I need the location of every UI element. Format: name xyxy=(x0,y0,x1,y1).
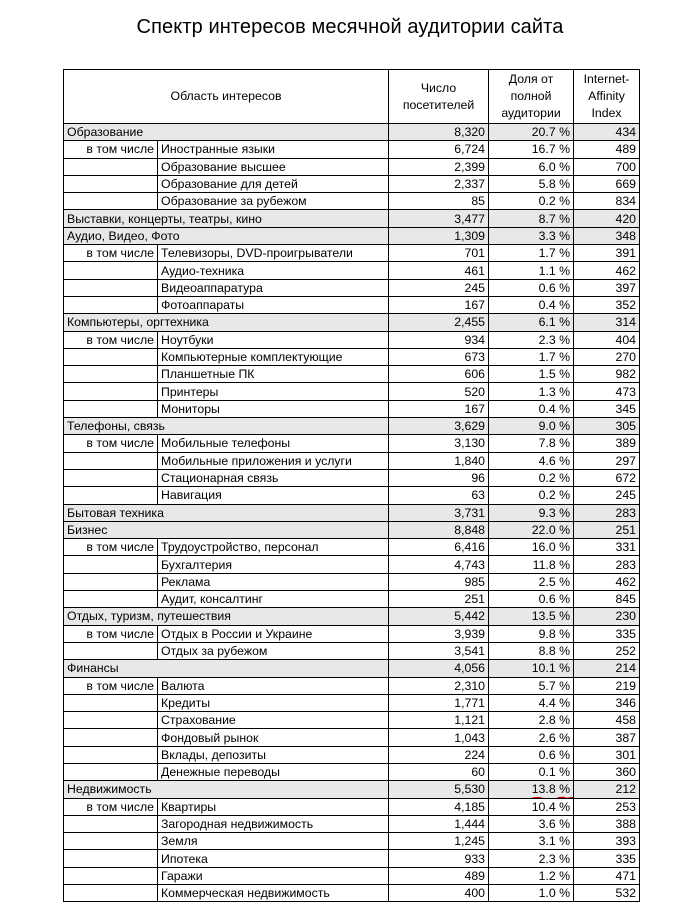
category-share-value xyxy=(532,522,570,538)
subcategory-share: 1.7 % xyxy=(489,245,574,262)
subcategory-count: 1,121 xyxy=(389,712,489,729)
subcategory-index: 335 xyxy=(574,625,640,642)
subcategory-row xyxy=(64,833,640,850)
subcategory-index: 393 xyxy=(574,833,640,850)
subcategory-count: 3,939 xyxy=(389,625,489,642)
including-label: в том числе xyxy=(64,539,158,556)
subcategory-row xyxy=(64,591,640,608)
subcategory-name: Земля xyxy=(158,833,389,850)
subcategory-share: 8.8 % xyxy=(489,642,574,659)
subcategory-share: 0.6 % xyxy=(489,746,574,763)
category-share xyxy=(489,124,574,141)
subcategory-index: 345 xyxy=(574,400,640,417)
subcategory-index: 462 xyxy=(574,573,640,590)
subcategory-share: 7.8 % xyxy=(489,435,574,452)
subcategory-share: 3.6 % xyxy=(489,815,574,832)
subcategory-share: 2.8 % xyxy=(489,712,574,729)
subcategory-index: 397 xyxy=(574,279,640,296)
category-share-text: 6.1 % xyxy=(539,315,570,329)
subcategory-name: Гаражи xyxy=(158,867,389,884)
subcategory-count: 96 xyxy=(389,469,489,486)
header-share-line: аудитории xyxy=(501,106,560,120)
subcategory-name: Видеоаппаратура xyxy=(158,279,389,296)
subcategory-count: 1,840 xyxy=(389,452,489,469)
category-share-text: 10.1 % xyxy=(532,661,570,675)
category-share-text: 20.7 % xyxy=(532,125,570,139)
category-name: Бизнес xyxy=(64,521,389,538)
including-label xyxy=(64,712,158,729)
category-share-text: 22.0 % xyxy=(532,523,570,537)
category-share-text: 13.5 % xyxy=(532,609,570,623)
subcategory-name: Фотоаппараты xyxy=(158,296,389,313)
subcategory-name: Кредиты xyxy=(158,694,389,711)
subcategory-row xyxy=(64,815,640,832)
subcategory-row xyxy=(64,712,640,729)
subcategory-share: 10.4 % xyxy=(489,798,574,815)
subcategory-index: 331 xyxy=(574,539,640,556)
category-share-value xyxy=(532,124,570,140)
subcategory-count: 461 xyxy=(389,262,489,279)
subcategory-row xyxy=(64,694,640,711)
subcategory-share: 0.6 % xyxy=(489,591,574,608)
page-title: Спектр интересов месячной аудитории сайта xyxy=(0,16,700,39)
subcategory-index: 669 xyxy=(574,175,640,192)
subcategory-row xyxy=(64,850,640,867)
subcategory-count: 251 xyxy=(389,591,489,608)
subcategory-name: Ноутбуки xyxy=(158,331,389,348)
subcategory-share: 1.7 % xyxy=(489,348,574,365)
including-label: в том числе xyxy=(64,798,158,815)
category-share-value xyxy=(539,505,570,521)
subcategory-row xyxy=(64,175,640,192)
subcategory-index: 404 xyxy=(574,331,640,348)
subcategory-name: Реклама xyxy=(158,573,389,590)
category-share xyxy=(489,608,574,625)
subcategory-name: Телевизоры, DVD-проигрыватели xyxy=(158,245,389,262)
subcategory-share: 16.7 % xyxy=(489,141,574,158)
including-label xyxy=(64,746,158,763)
including-label xyxy=(64,296,158,313)
subcategory-index: 982 xyxy=(574,366,640,383)
subcategory-index: 219 xyxy=(574,677,640,694)
subcategory-count: 245 xyxy=(389,279,489,296)
subcategory-row xyxy=(64,245,640,262)
subcategory-name: Загородная недвижимость xyxy=(158,815,389,832)
including-label xyxy=(64,556,158,573)
subcategory-count: 520 xyxy=(389,383,489,400)
subcategory-count: 1,043 xyxy=(389,729,489,746)
subcategory-share: 1.3 % xyxy=(489,383,574,400)
subcategory-row xyxy=(64,798,640,815)
including-label xyxy=(64,469,158,486)
category-share xyxy=(489,660,574,677)
subcategory-index: 462 xyxy=(574,262,640,279)
category-row xyxy=(64,314,640,331)
subcategory-index: 301 xyxy=(574,746,640,763)
header-index-line: Internet- xyxy=(584,72,630,86)
subcategory-name: Отдых в России и Украине xyxy=(158,625,389,642)
subcategory-index: 388 xyxy=(574,815,640,832)
including-label xyxy=(64,729,158,746)
subcategory-count: 6,724 xyxy=(389,141,489,158)
category-index: 434 xyxy=(574,124,640,141)
subcategory-name: Денежные переводы xyxy=(158,763,389,780)
subcategory-share: 2.5 % xyxy=(489,573,574,590)
category-index: 305 xyxy=(574,418,640,435)
subcategory-name: Стационарная связь xyxy=(158,469,389,486)
subcategory-name: Иностранные языки xyxy=(158,141,389,158)
subcategory-share: 4.6 % xyxy=(489,452,574,469)
category-row xyxy=(64,227,640,244)
subcategory-index: 387 xyxy=(574,729,640,746)
subcategory-name: Навигация xyxy=(158,487,389,504)
category-share-text: 8.7 % xyxy=(539,212,570,226)
subcategory-count: 167 xyxy=(389,400,489,417)
category-count: 5,530 xyxy=(389,781,489,798)
category-share-value xyxy=(539,418,570,434)
category-name: Отдых, туризм, путешествия xyxy=(64,608,389,625)
category-name: Недвижимость xyxy=(64,781,389,798)
subcategory-row xyxy=(64,746,640,763)
subcategory-share: 5.8 % xyxy=(489,175,574,192)
subcategory-share: 0.1 % xyxy=(489,763,574,780)
header-area: Область интересов xyxy=(64,70,389,124)
interests-table xyxy=(63,69,640,902)
category-share-value xyxy=(539,211,570,227)
category-count: 8,320 xyxy=(389,124,489,141)
subcategory-index: 672 xyxy=(574,469,640,486)
subcategory-name: Образование для детей xyxy=(158,175,389,192)
category-count: 3,629 xyxy=(389,418,489,435)
including-label xyxy=(64,487,158,504)
subcategory-name: Квартиры xyxy=(158,798,389,815)
category-count: 5,442 xyxy=(389,608,489,625)
category-name: Образование xyxy=(64,124,389,141)
subcategory-row xyxy=(64,141,640,158)
subcategory-row xyxy=(64,383,640,400)
table-body xyxy=(64,124,640,902)
header-count-line: посетителей xyxy=(403,98,474,112)
subcategory-count: 6,416 xyxy=(389,539,489,556)
including-label xyxy=(64,815,158,832)
including-label: в том числе xyxy=(64,141,158,158)
subcategory-row xyxy=(64,469,640,486)
category-index: 212 xyxy=(574,781,640,798)
subcategory-name: Бухгалтерия xyxy=(158,556,389,573)
category-count: 1,309 xyxy=(389,227,489,244)
subcategory-count: 63 xyxy=(389,487,489,504)
subcategory-index: 346 xyxy=(574,694,640,711)
subcategory-name: Трудоустройство, персонал xyxy=(158,539,389,556)
category-row xyxy=(64,781,640,798)
subcategory-count: 85 xyxy=(389,193,489,210)
category-name: Аудио, Видео, Фото xyxy=(64,227,389,244)
subcategory-count: 3,130 xyxy=(389,435,489,452)
subcategory-name: Ипотека xyxy=(158,850,389,867)
subcategory-row xyxy=(64,158,640,175)
category-share xyxy=(489,314,574,331)
subcategory-count: 933 xyxy=(389,850,489,867)
including-label xyxy=(64,383,158,400)
subcategory-count: 60 xyxy=(389,763,489,780)
category-share xyxy=(489,521,574,538)
subcategory-row xyxy=(64,885,640,902)
including-label xyxy=(64,833,158,850)
subcategory-share: 2.3 % xyxy=(489,850,574,867)
subcategory-index: 283 xyxy=(574,556,640,573)
subcategory-row xyxy=(64,296,640,313)
subcategory-row xyxy=(64,763,640,780)
subcategory-row xyxy=(64,279,640,296)
including-label: в том числе xyxy=(64,625,158,642)
including-label xyxy=(64,158,158,175)
category-count: 4,056 xyxy=(389,660,489,677)
subcategory-row xyxy=(64,487,640,504)
category-index: 251 xyxy=(574,521,640,538)
subcategory-share: 4.4 % xyxy=(489,694,574,711)
subcategory-name: Отдых за рубежом xyxy=(158,642,389,659)
category-name: Телефоны, связь xyxy=(64,418,389,435)
header-index xyxy=(574,70,640,124)
including-label: в том числе xyxy=(64,677,158,694)
subcategory-share: 5.7 % xyxy=(489,677,574,694)
subcategory-count: 224 xyxy=(389,746,489,763)
category-share xyxy=(489,227,574,244)
subcategory-index: 253 xyxy=(574,798,640,815)
subcategory-count: 1,444 xyxy=(389,815,489,832)
category-share-value xyxy=(532,608,570,624)
subcategory-share: 2.6 % xyxy=(489,729,574,746)
including-label xyxy=(64,850,158,867)
category-row xyxy=(64,521,640,538)
category-share xyxy=(489,781,574,798)
including-label: в том числе xyxy=(64,245,158,262)
including-label xyxy=(64,175,158,192)
subcategory-row xyxy=(64,642,640,659)
subcategory-share: 0.4 % xyxy=(489,296,574,313)
subcategory-name: Вклады, депозиты xyxy=(158,746,389,763)
category-share xyxy=(489,418,574,435)
subcategory-name: Мобильные телефоны xyxy=(158,435,389,452)
including-label xyxy=(64,591,158,608)
subcategory-share: 11.8 % xyxy=(489,556,574,573)
including-label xyxy=(64,763,158,780)
subcategory-count: 606 xyxy=(389,366,489,383)
subcategory-share: 1.2 % xyxy=(489,867,574,884)
subcategory-name: Коммерческая недвижимость xyxy=(158,885,389,902)
subcategory-index: 391 xyxy=(574,245,640,262)
subcategory-row xyxy=(64,435,640,452)
subcategory-index: 245 xyxy=(574,487,640,504)
subcategory-share: 3.1 % xyxy=(489,833,574,850)
subcategory-share: 0.6 % xyxy=(489,279,574,296)
category-row xyxy=(64,504,640,521)
including-label xyxy=(64,262,158,279)
subcategory-row xyxy=(64,366,640,383)
subcategory-count: 3,541 xyxy=(389,642,489,659)
subcategory-share: 0.2 % xyxy=(489,193,574,210)
subcategory-index: 270 xyxy=(574,348,640,365)
subcategory-count: 167 xyxy=(389,296,489,313)
header-count-line: Число xyxy=(421,81,456,95)
including-label xyxy=(64,348,158,365)
category-index: 314 xyxy=(574,314,640,331)
including-label xyxy=(64,694,158,711)
subcategory-name: Образование за рубежом xyxy=(158,193,389,210)
category-row xyxy=(64,608,640,625)
subcategory-count: 4,743 xyxy=(389,556,489,573)
category-name: Финансы xyxy=(64,660,389,677)
subcategory-row xyxy=(64,556,640,573)
subcategory-index: 489 xyxy=(574,141,640,158)
subcategory-name: Планшетные ПК xyxy=(158,366,389,383)
subcategory-name: Аудио-техника xyxy=(158,262,389,279)
subcategory-index: 458 xyxy=(574,712,640,729)
subcategory-row xyxy=(64,400,640,417)
subcategory-share: 1.0 % xyxy=(489,885,574,902)
subcategory-count: 1,245 xyxy=(389,833,489,850)
subcategory-index: 360 xyxy=(574,763,640,780)
subcategory-index: 471 xyxy=(574,867,640,884)
including-label xyxy=(64,400,158,417)
header-share xyxy=(489,70,574,124)
subcategory-index: 700 xyxy=(574,158,640,175)
including-label xyxy=(64,867,158,884)
category-index: 348 xyxy=(574,227,640,244)
subcategory-row xyxy=(64,262,640,279)
subcategory-row xyxy=(64,625,640,642)
subcategory-count: 1,771 xyxy=(389,694,489,711)
subcategory-count: 2,310 xyxy=(389,677,489,694)
subcategory-count: 489 xyxy=(389,867,489,884)
table-header-row xyxy=(64,70,640,124)
subcategory-row xyxy=(64,729,640,746)
subcategory-row xyxy=(64,539,640,556)
subcategory-count: 400 xyxy=(389,885,489,902)
subcategory-index: 297 xyxy=(574,452,640,469)
subcategory-share: 16.0 % xyxy=(489,539,574,556)
subcategory-count: 701 xyxy=(389,245,489,262)
category-share-value xyxy=(532,660,570,676)
subcategory-name: Страхование xyxy=(158,712,389,729)
category-share-value xyxy=(539,228,570,244)
subcategory-index: 252 xyxy=(574,642,640,659)
category-share xyxy=(489,504,574,521)
subcategory-name: Мониторы xyxy=(158,400,389,417)
subcategory-row xyxy=(64,867,640,884)
category-share-text: 13.8 % xyxy=(532,782,570,796)
subcategory-count: 2,399 xyxy=(389,158,489,175)
category-share-text: 9.3 % xyxy=(539,506,570,520)
subcategory-name: Мобильные приложения и услуги xyxy=(158,452,389,469)
category-name: Бытовая техника xyxy=(64,504,389,521)
header-count xyxy=(389,70,489,124)
subcategory-name: Образование высшее xyxy=(158,158,389,175)
category-name: Компьютеры, оргтехника xyxy=(64,314,389,331)
subcategory-share: 9.8 % xyxy=(489,625,574,642)
category-row xyxy=(64,660,640,677)
subcategory-index: 834 xyxy=(574,193,640,210)
category-row xyxy=(64,418,640,435)
category-count: 3,731 xyxy=(389,504,489,521)
category-row xyxy=(64,124,640,141)
subcategory-index: 532 xyxy=(574,885,640,902)
subcategory-count: 4,185 xyxy=(389,798,489,815)
subcategory-index: 389 xyxy=(574,435,640,452)
category-count: 3,477 xyxy=(389,210,489,227)
category-share-value xyxy=(539,314,570,330)
category-name: Выставки, концерты, театры, кино xyxy=(64,210,389,227)
subcategory-share: 1.1 % xyxy=(489,262,574,279)
category-index: 283 xyxy=(574,504,640,521)
category-row xyxy=(64,210,640,227)
category-index: 420 xyxy=(574,210,640,227)
subcategory-index: 473 xyxy=(574,383,640,400)
category-count: 8,848 xyxy=(389,521,489,538)
subcategory-index: 335 xyxy=(574,850,640,867)
subcategory-share: 0.2 % xyxy=(489,487,574,504)
subcategory-share: 0.2 % xyxy=(489,469,574,486)
including-label xyxy=(64,366,158,383)
subcategory-share: 6.0 % xyxy=(489,158,574,175)
subcategory-name: Принтеры xyxy=(158,383,389,400)
subcategory-count: 2,337 xyxy=(389,175,489,192)
subcategory-row xyxy=(64,677,640,694)
including-label: в том числе xyxy=(64,331,158,348)
category-share-text: 3.3 % xyxy=(539,229,570,243)
subcategory-row xyxy=(64,193,640,210)
subcategory-row xyxy=(64,452,640,469)
subcategory-name: Фондовый рынок xyxy=(158,729,389,746)
header-share-line: Доля от xyxy=(509,72,554,86)
subcategory-share: 2.3 % xyxy=(489,331,574,348)
including-label xyxy=(64,573,158,590)
subcategory-name: Аудит, консалтинг xyxy=(158,591,389,608)
header-share-line: полной xyxy=(511,89,552,103)
subcategory-name: Валюта xyxy=(158,677,389,694)
category-index: 214 xyxy=(574,660,640,677)
including-label xyxy=(64,193,158,210)
subcategory-index: 845 xyxy=(574,591,640,608)
including-label: в том числе xyxy=(64,435,158,452)
category-index: 230 xyxy=(574,608,640,625)
including-label xyxy=(64,885,158,902)
subcategory-count: 673 xyxy=(389,348,489,365)
category-count: 2,455 xyxy=(389,314,489,331)
including-label xyxy=(64,279,158,296)
category-share xyxy=(489,210,574,227)
subcategory-name: Компьютерные комплектующие xyxy=(158,348,389,365)
subcategory-row xyxy=(64,331,640,348)
header-index-line: Index xyxy=(591,106,621,120)
subcategory-index: 352 xyxy=(574,296,640,313)
subcategory-count: 934 xyxy=(389,331,489,348)
subcategory-share: 0.4 % xyxy=(489,400,574,417)
subcategory-count: 985 xyxy=(389,573,489,590)
including-label xyxy=(64,642,158,659)
subcategory-row xyxy=(64,573,640,590)
header-index-line: Affinity xyxy=(588,89,625,103)
category-share-text: 9.0 % xyxy=(539,419,570,433)
subcategory-row xyxy=(64,348,640,365)
including-label xyxy=(64,452,158,469)
category-share-value xyxy=(532,781,570,797)
subcategory-share: 1.5 % xyxy=(489,366,574,383)
